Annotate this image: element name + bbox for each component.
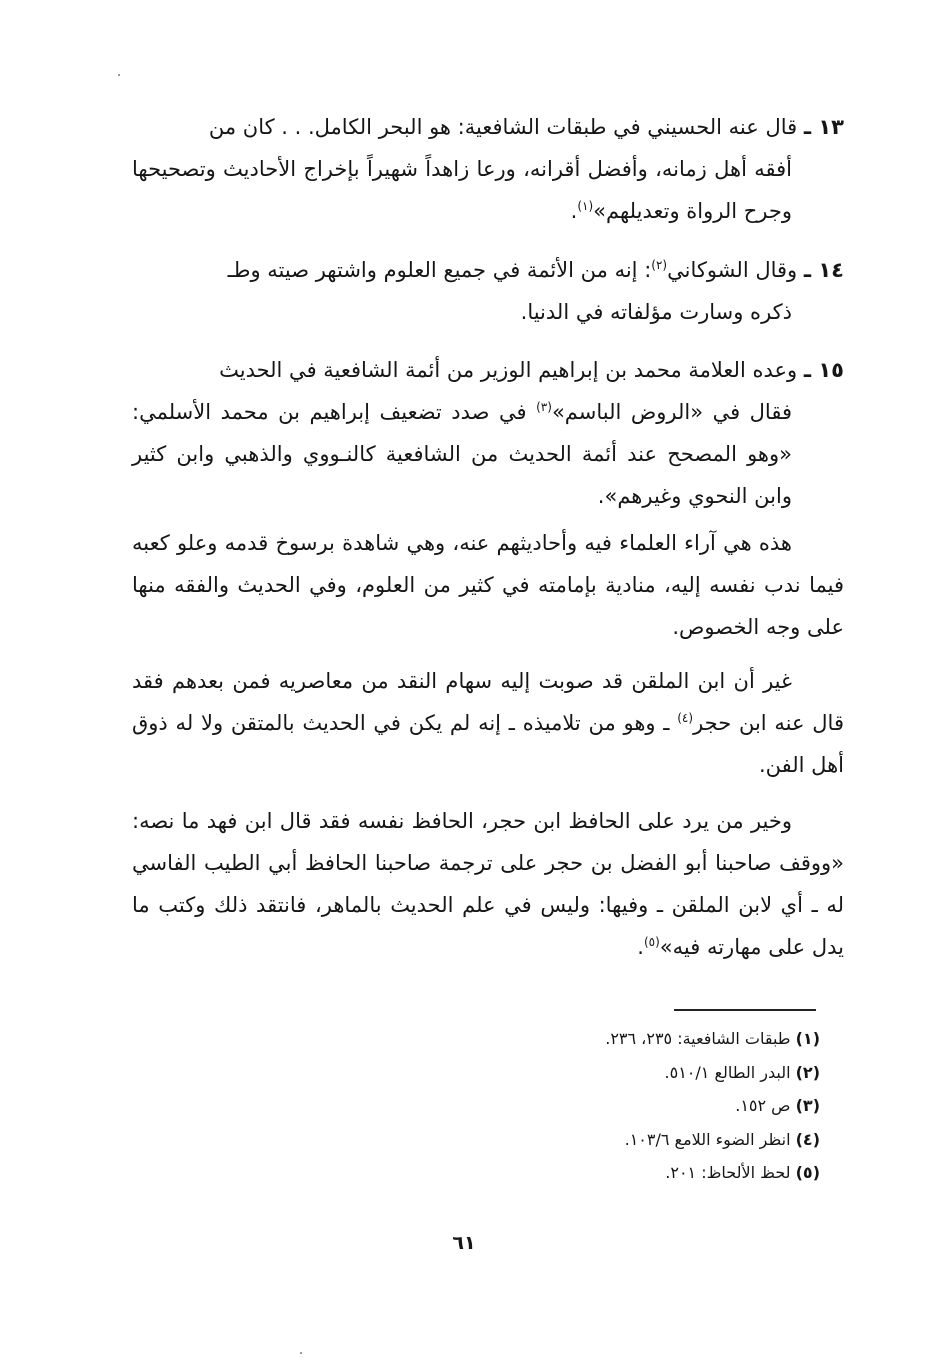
entry-continuation [132,391,844,517]
entry-number: ١٣ ـ [803,115,844,139]
scan-speck [118,74,120,76]
footnote-reference: (٣) [536,400,552,414]
footnote-text: انظر الضوء اللامع ١٠٣/٦. [624,1129,796,1149]
footnote-number: (١) [795,1029,820,1048]
footnote-separator [674,1009,816,1011]
footnote-text: ص ١٥٢. [735,1096,796,1115]
footnote-2 [300,1056,820,1090]
paragraph-text-a: غير أن ابن الملقن قد صوبت إليه سهام النقد من معاصريه فمن بعدهم فقد قال عنه ابن حجر [132,669,844,735]
footnote-number: (٥) [795,1163,820,1182]
continuation-text-b: في صدد تضعيف إبراهيم بن محمد الأسلمي: «وهو المصحح عند أئمة الحديث من الشافعية كالنـووي والذهبي وابن كثير وابن النحوي وغيرهم». [132,400,792,508]
footnote-reference: (٢) [651,258,668,272]
entry-number: ١٤ ـ [803,258,844,282]
paragraph-opinions [132,522,844,648]
footnote-text: البدر الطالع ٥١٠/١. [664,1062,796,1082]
footnote-reference: (٥) [643,935,660,949]
footnote-4 [300,1123,820,1157]
entry-first-line-a: وقال الشوكاني [667,258,798,282]
footnote-1 [300,1022,820,1056]
continuation-text-a: فقال في «الروض الباسم» [551,400,792,424]
entry-13 [132,106,844,232]
entry-first-line: وعده العلامة محمد بن إبراهيم الوزير من أئمة الشافعية في الحديث [219,358,798,382]
continuation-tail: . [570,199,578,223]
entry-first-line-b: : إنه من الأئمة في جميع العلوم واشتهر صيته وطـ [227,258,652,282]
footnote-reference: (١) [577,199,594,213]
page-number: ٦١ [452,1232,476,1254]
footnote-3 [300,1089,820,1123]
entry-number: ١٥ ـ [803,358,844,382]
entry-continuation [132,148,844,232]
paragraph-text: هذه هي آراء العلماء فيه وأحاديثهم عنه، وهي شاهدة برسوخ قدمه وعلو كعبه فيما ندب نفسه إليه، منادية بإمامته في كثير من العلوم، وفي الحديث والفقه منها على وجه الخصوص. [132,531,844,639]
footnote-reference: (٤) [677,711,694,725]
continuation-text: أفقه أهل زمانه، وأفضل أقرانه، ورعا زاهداً شهيراً بإخراج الأحاديث وتصحيحها وجرح الرواة وتعديلهم» [132,157,792,223]
entry-14 [132,249,844,333]
entry-first-line: قال عنه الحسيني في طبقات الشافعية: هو البحر الكامل. . . كان من [208,115,798,139]
footnote-number: (٢) [795,1062,820,1082]
footnote-number: (٣) [795,1096,820,1115]
paragraph-text-b: ـ وهو من تلاميذه ـ إنه لم يكن في الحديث بالمتقن ولا له ذوق أهل الفن. [132,711,844,777]
paragraph-criticism [132,660,844,786]
footnotes [300,1022,820,1190]
footnote-text: طبقات الشافعية: ٢٣٥، ٢٣٦. [605,1029,796,1048]
paragraph-rebuttal [132,800,844,968]
footnote-5 [300,1156,820,1190]
scan-speck [300,1352,302,1354]
paragraph-text-a: وخير من يرد على الحافظ ابن حجر، الحافظ نفسه فقد قال ابن فهد ما نصه: «ووقف صاحبنا أبو الفضل بن حجر على ترجمة صاحبنا الحافظ أبي الطيب الفاسي له ـ أي لابن الملقن ـ وفيها: وليس في علم الحديث بالماهر، فانتقد ذلك وكتب ما يدل على مهارته فيه» [132,809,844,959]
paragraph-text-b: . [637,935,644,959]
footnote-number: (٤) [795,1129,820,1149]
entry-continuation: ذكره وسارت مؤلفاته في الدنيا. [520,300,792,324]
entry-15 [132,349,844,517]
footnote-text: لحظ الألحاظ: ٢٠١. [665,1163,796,1182]
